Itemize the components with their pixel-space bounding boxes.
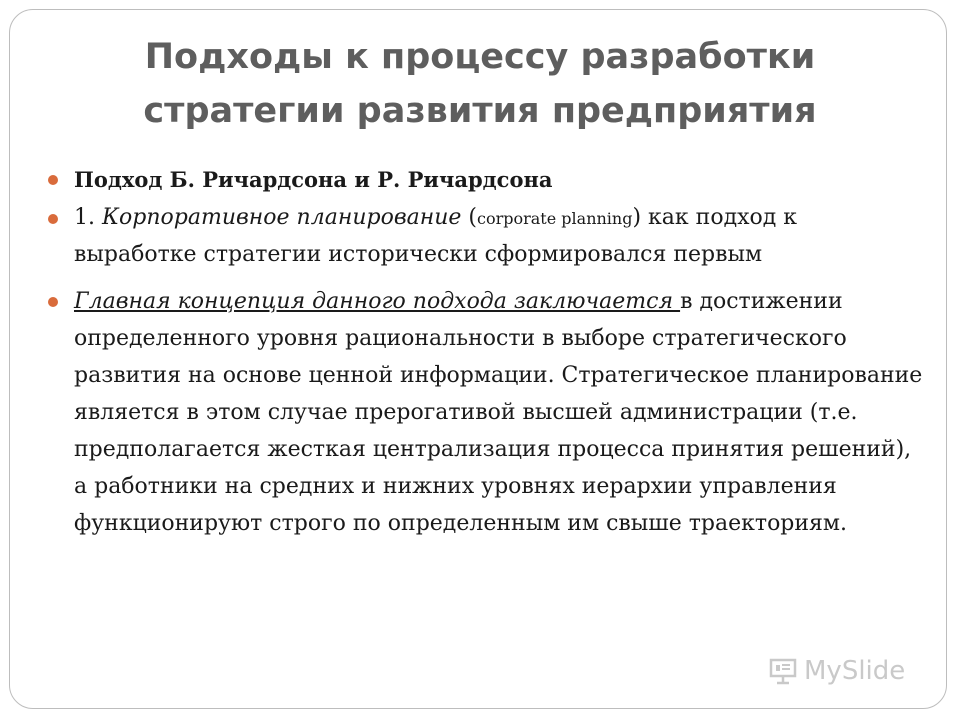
watermark-text: MySlide — [804, 656, 906, 686]
paren-close: ) — [632, 205, 642, 230]
bullet-italic-term: Корпоративное планирование — [101, 205, 462, 230]
latin-term: corporate planning — [477, 209, 633, 228]
bullet-number: 1. — [74, 205, 102, 230]
bullet-dot-icon — [48, 214, 58, 224]
bullet-underlined-phrase: Главная концепция данного подхода заключается — [74, 289, 681, 314]
bullet-text: в достижении определенного уровня рациональности в выборе стратегического развития на основе ценной информации. Стратегическое планирование является в этом случае прерогативой высшей администрации (т.е. предполагается жесткая централизация процесса принятия решений), а работники на средних и нижних уровнях иерархии управления функционируют строго по определенным им свыше траекториям. — [74, 289, 923, 536]
paren-open: ( — [461, 205, 477, 230]
projector-screen-icon — [768, 656, 798, 686]
bullet-list — [74, 160, 924, 542]
title-line-2: стратегии развития предприятия — [143, 91, 817, 131]
slide-title — [60, 30, 900, 138]
bullet-dot-icon — [48, 175, 58, 185]
bullet-text: Подход Б. Ричардсона и Р. Ричардсона — [74, 167, 553, 192]
bullet-item — [74, 160, 924, 200]
watermark — [768, 656, 905, 686]
bullet-dot-icon — [48, 297, 58, 307]
bullet-item — [74, 200, 924, 273]
title-line-1: Подходы к процессу разработки — [144, 37, 816, 77]
bullet-text: как подход к выработке стратегии исторически сформировался первым — [74, 205, 798, 267]
bullet-item — [74, 283, 924, 542]
